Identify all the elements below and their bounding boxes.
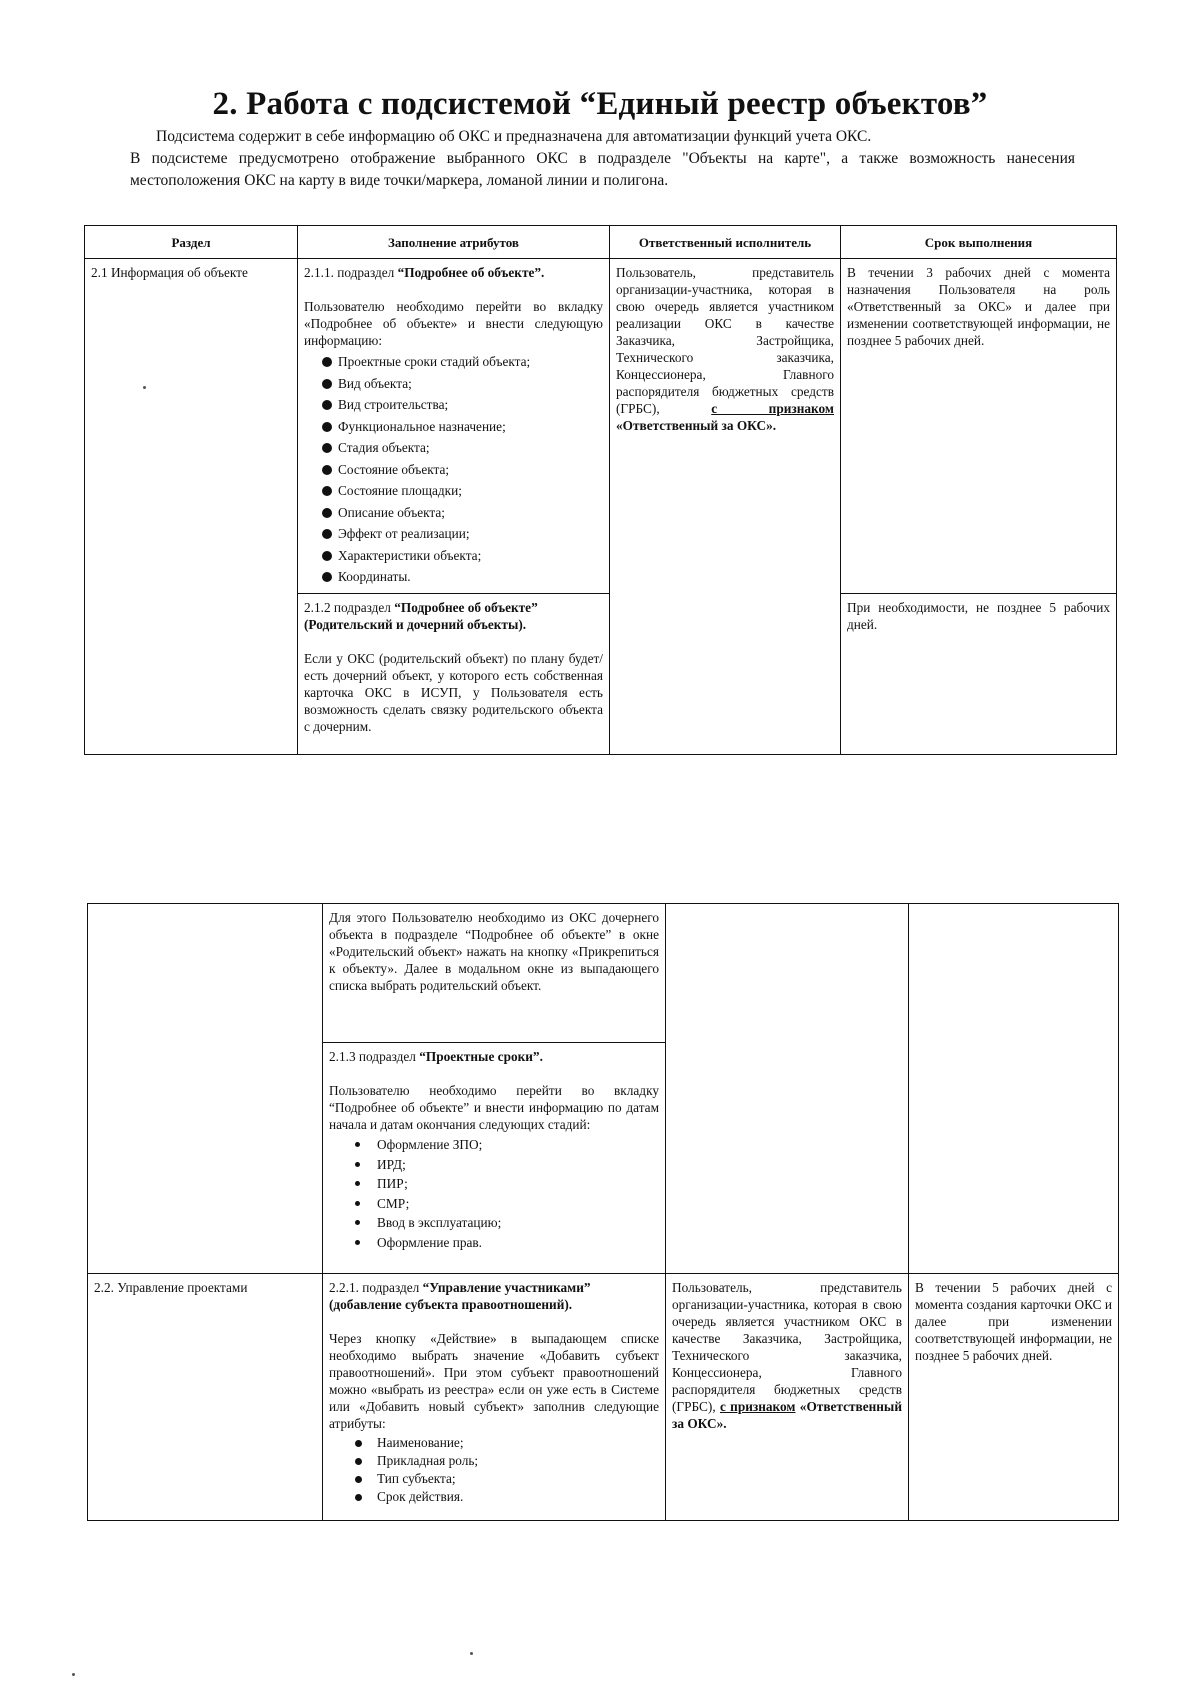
responsible-text: Пользователь, представитель организации-участника, которая в свою очередь является участником ОКС в качестве Заказчика, Застройщика, Технического заказчика, Концессионера, Главного распорядителя бюджетных средств (ГРБС), — [672, 1280, 902, 1414]
deadline-2-1-1: В течении 3 рабочих дней с момента назначения Пользователя на роль «Ответственный за ОКС» и далее при изменении соответствующей информации, не позднее 5 рабочих дней. — [841, 259, 1117, 594]
stage-list — [329, 1135, 659, 1252]
list-item: Состояние объекта; — [322, 459, 603, 481]
section-2-1-name: 2.1 Информация об объекте — [85, 259, 298, 755]
subsection-2-1-2 — [298, 593, 610, 754]
attribute-list — [329, 1434, 659, 1506]
list-item: СМР; — [355, 1194, 659, 1214]
responsible-role: «Ответственный за ОКС». — [616, 418, 777, 433]
scan-speck — [470, 1652, 473, 1655]
subsection-title: “Подробнее об объекте”. — [397, 265, 545, 280]
list-item: Стадия объекта; — [322, 437, 603, 459]
list-item: ИРД; — [355, 1155, 659, 1175]
intro-paragraph-2: В подсистеме предусмотрено отображение выбранного ОКС в подразделе "Объекты на карте", а также возможность нанесения местоположения ОКС на карту в виде точки/маркера, ломаной линии и полигона. — [130, 150, 1075, 189]
subsection-2-2-1 — [323, 1274, 666, 1521]
list-item: Оформление прав. — [355, 1233, 659, 1253]
header-attributes: Заполнение атрибутов — [298, 226, 610, 259]
subsection-title: “Подробнее об объекте” (Родительский и дочерний объекты). — [304, 599, 538, 632]
table-header-row — [85, 226, 1117, 259]
list-item: Ввод в эксплуатацию; — [355, 1213, 659, 1233]
list-item: Описание объекта; — [322, 502, 603, 524]
list-item: ПИР; — [355, 1174, 659, 1194]
list-item: Прикладная роль; — [355, 1452, 659, 1470]
header-responsible: Ответственный исполнитель — [610, 226, 841, 259]
list-item: Срок действия. — [355, 1488, 659, 1506]
list-item: Наименование; — [355, 1434, 659, 1452]
subsection-text: Если у ОКС (родительский объект) по плану будет/есть дочерний объект, у которого есть собственная карточка ОКС в ИСУП, у Пользователя есть возможность сделать связку родительского объекта с дочерним. — [304, 650, 603, 734]
subsection-text: Пользователю необходимо перейти во вкладку “Подробнее об объекте” и внести информацию по датам начала и датам окончания следующих стадий: — [329, 1083, 659, 1132]
subsection-prefix: 2.2.1. подраздел — [329, 1280, 423, 1295]
subsection-title: “Управление участниками” (добавление субъекта правоотношений). — [329, 1280, 591, 1312]
table-row — [88, 1274, 1119, 1521]
section-2-2-name: 2.2. Управление проектами — [88, 1274, 323, 1521]
deadline-2-1-continued — [909, 904, 1119, 1274]
list-item: Оформление ЗПО; — [355, 1135, 659, 1155]
list-item: Вид объекта; — [322, 373, 603, 395]
list-item: Проектные сроки стадий объекта; — [322, 351, 603, 373]
list-item: Функциональное назначение; — [322, 416, 603, 438]
responsible-2-1-continued — [666, 904, 909, 1274]
list-item: Координаты. — [322, 566, 603, 588]
deadline-2-1-2: При необходимости, не позднее 5 рабочих дней. — [841, 593, 1117, 754]
scan-speck — [72, 1673, 75, 1676]
intro-paragraph-1: Подсистема содержит в себе информацию об ОКС и предназначена для автоматизации функций учета ОКС. — [156, 128, 872, 145]
deadline-2-2: В течении 5 рабочих дней с момента создания карточки ОКС и далее при изменении соответствующей информации, не позднее 5 рабочих дней. — [909, 1274, 1119, 1521]
subsection-title: “Проектные сроки”. — [419, 1049, 543, 1064]
subsection-text: Через кнопку «Действие» в выпадающем списке необходимо выбрать значение «Добавить субъект правоотношений». При этом субъект правоотношений можно «выбрать из реестра» если он уже есть в Системе или «Добавить новый субъект» заполнив следующие атрибуты: — [329, 1331, 659, 1431]
intro-text — [130, 126, 1075, 192]
subsection-prefix: 2.1.2 подраздел — [304, 599, 395, 615]
responsible-role: «Ответственный за ОКС». — [672, 1399, 902, 1431]
responsible-flag: с признаком — [719, 1399, 796, 1414]
section-2-1-continued — [88, 904, 323, 1274]
requirements-table-part-2 — [87, 903, 1119, 1521]
subsection-2-1-1 — [298, 259, 610, 594]
list-item: Вид строительства; — [322, 394, 603, 416]
responsible-2-2 — [666, 1274, 909, 1521]
responsible-2-1 — [610, 259, 841, 755]
list-item: Эффект от реализации; — [322, 523, 603, 545]
subsection-2-1-3 — [323, 1043, 666, 1274]
header-section: Раздел — [85, 226, 298, 259]
page-title: 2. Работа с подсистемой “Единый реестр объектов” — [212, 86, 988, 122]
subsection-prefix: 2.1.3 подраздел — [329, 1049, 420, 1064]
list-item: Состояние площадки; — [322, 480, 603, 502]
subsection-prefix: 2.1.1. подраздел — [304, 265, 398, 280]
scan-speck — [143, 386, 146, 389]
requirements-table-part-1 — [84, 225, 1117, 755]
subsection-2-1-2-continued: Для этого Пользователю необходимо из ОКС дочернего объекта в подразделе “Подробнее об объекте” в окне «Родительский объект» нажать на кнопку «Прикрепиться к объекту». Далее в модальном окне из выпадающего списка выбрать родительский объект. — [323, 904, 666, 1043]
table-row — [85, 259, 1117, 594]
list-item: Характеристики объекта; — [322, 545, 603, 567]
responsible-flag: с признаком — [711, 401, 834, 416]
responsible-text: Пользователь, представитель организации-участника, которая в свою очередь является участником реализации ОКС в качестве Заказчика, Застройщика, Технического заказчика, Концессионера, Главного распорядителя бюджетных средств (ГРБС), — [616, 265, 834, 416]
subsection-text: Пользователю необходимо перейти во вкладку «Подробнее об объекте» и внести следующую информацию: — [304, 299, 603, 348]
attribute-list — [304, 351, 603, 588]
header-deadline: Срок выполнения — [841, 226, 1117, 259]
list-item: Тип субъекта; — [355, 1470, 659, 1488]
table-row — [88, 904, 1119, 1043]
